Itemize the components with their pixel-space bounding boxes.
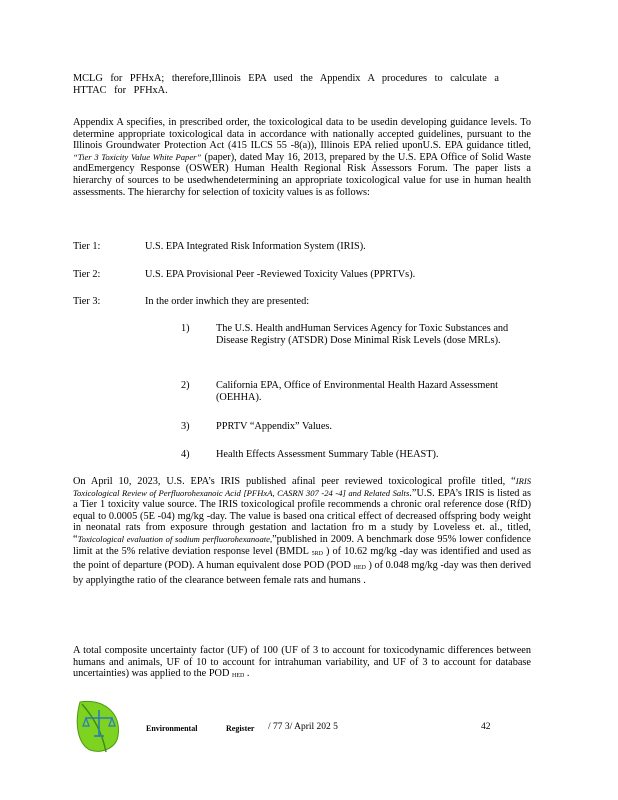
footer-publication-name: Environmental [146, 724, 198, 733]
tier-3-label: Tier 3: [73, 296, 101, 307]
iris-text-c: ”published in 2009. A benchmark dose 95% lower confidence limit at the 5% relative deviation response level (BMDL [73, 533, 531, 557]
uf-text-b: . [246, 668, 250, 680]
iris-text-b: .”U.S. EPA’s IRIS is listed as a Tier 1 toxicity value source. The IRIS toxicological profile recommends a chronic oral reference dose (RfD) equal to 0.0005 (5E -04) mg/kg -day. The value is based ona critical effect of decreased offspring body weight in neonatal rats from exposure through gestation and lactation fro m a study by Loveless et. al., titled, “ [73, 487, 531, 545]
list-item-number: 2) [181, 380, 190, 391]
list-item: Health Effects Assessment Summary Table (HEAST). [216, 449, 439, 460]
appendix-text-a: Appendix A specifies, in prescribed order, the toxicological data to be usedin developing guidance levels. To determine appropriate toxicological data in accordance with nationally accepted guidelines, pursuant to the Illinois Groundwater Protection Act (415 ILCS 55 -8(a)), Illinois EPA relied uponU.S. EPA guidance titled, [73, 117, 531, 152]
pod-hed-subscript: HED [353, 565, 366, 572]
pod-hed-subscript: HED [232, 673, 245, 680]
loveless-study-title: Toxicological evaluation of sodium perfluorohexanoate, [77, 533, 273, 544]
appendix-text-b: (paper), dated May 16, 2013, prepared by the U.S. EPA Office of Solid Waste andEmergency Response (OSWER) Human Health Regional Risk Assessors Forum. The paper lists a hierarchy of sources to be usedwhendetermining an appropriate toxicological value for use in human health assessments. The hierarchy for selection of toxicity values is as follows: [73, 151, 532, 198]
bmdl-subscript: 5RD [311, 550, 323, 557]
page-number: 42 [481, 722, 491, 732]
list-item-number: 1) [181, 323, 190, 334]
iris-review-title: IRIS Toxicological Review of Perfluorohexanoic Acid [PFHxA, CASRN 307 -24 -4] and Related Salts [73, 476, 531, 498]
list-item-number: 4) [181, 449, 190, 460]
page-footer [72, 718, 502, 778]
tier-1-label: Tier 1: [73, 241, 101, 252]
list-item: PPRTV “Appendix” Values. [216, 421, 332, 432]
uf-text-a: A total composite uncertainty factor (UF) of 100 (UF of 3 to account for toxicodynamic differences between humans and animals, UF of 10 to account for intrahuman variability, and UF of 3 to account for database uncertainties) was applied to the POD [73, 645, 531, 680]
environmental-register-logo-icon [72, 696, 124, 754]
paragraph-uncertainty-factor [73, 645, 531, 683]
intro-line-1: MCLG for PFHxA; therefore,Illinois EPA used the Appendix A procedures to calculate a [73, 73, 499, 84]
list-item: The U.S. Health andHuman Services Agency for Toxic Substances and Disease Registry (ATSDR) Dose Minimal Risk Levels (dose MRLs). [216, 323, 509, 346]
list-item: California EPA, Office of Environmental Health Hazard Assessment (OEHHA). [216, 380, 498, 403]
list-item-number: 3) [181, 421, 190, 432]
paragraph-iris-profile [73, 476, 531, 586]
paragraph-appendix-a [73, 117, 531, 198]
footer-publication-register: Register [226, 724, 255, 733]
iris-text-e: ) of 0.048 mg/kg -day was then derived by applyingthe ratio of the clearance between female rats and humans . [73, 560, 532, 586]
tier-1-text: U.S. EPA Integrated Risk Information System (IRIS). [145, 241, 366, 252]
tier-3-text: In the order inwhich they are presented: [145, 296, 310, 307]
tier-2-text: U.S. EPA Provisional Peer -Reviewed Toxicity Values (PPRTVs). [145, 269, 416, 280]
iris-text-a: On April 10, 2023, U.S. EPA’s IRIS published afinal peer reviewed toxicological profile titled, “ [73, 476, 516, 487]
white-paper-title: “Tier 3 Toxicity Value White Paper” [73, 151, 202, 162]
iris-text-d: ) of 10.62 mg/kg -day was identified and used as the point of departure (POD). A human equivalent dose POD (POD [73, 545, 531, 572]
footer-issue-date: / 77 3/ April 202 5 [268, 722, 338, 732]
paragraph-intro [73, 73, 531, 96]
intro-line-2: HTTAC for PFHxA. [73, 84, 168, 96]
tier-2-label: Tier 2: [73, 269, 101, 280]
